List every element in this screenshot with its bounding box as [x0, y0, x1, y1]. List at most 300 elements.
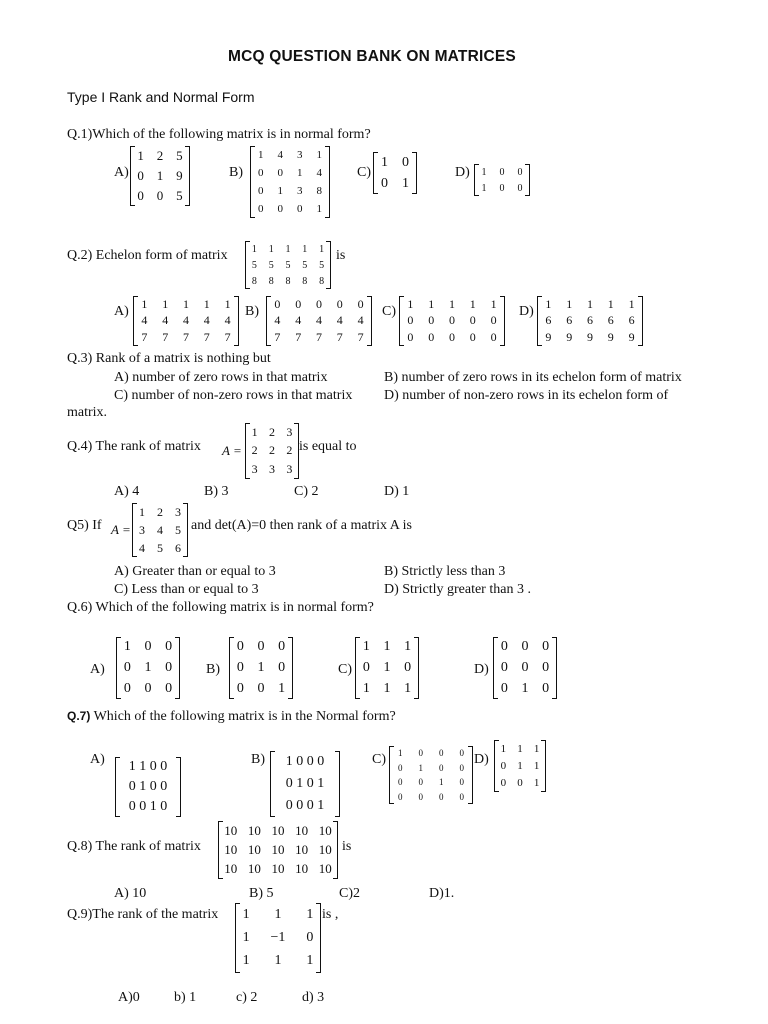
matrix-cell: 8 — [285, 275, 291, 287]
q8-option-d: D)1. — [429, 886, 455, 901]
matrix-row — [117, 658, 179, 679]
matrix-cell: 0 — [137, 188, 144, 203]
matrix-cell: 0 — [521, 639, 529, 655]
question-5-text: Q5) If — [67, 518, 102, 533]
matrix-cell: 0 — [277, 203, 283, 215]
matrix-cell: 1 — [297, 167, 303, 179]
matrix-cell: 0 — [398, 762, 403, 773]
matrix-cell: 0 — [439, 748, 444, 759]
matrix-cell: 0 — [398, 777, 403, 788]
q6-option-c-label: C) — [338, 662, 352, 677]
matrix-row — [538, 296, 642, 313]
matrix-cell: 5 — [268, 259, 274, 271]
matrix-row — [246, 273, 330, 289]
matrix-cell: 1 — [517, 759, 523, 772]
matrix-cell: 1 — [242, 953, 250, 969]
matrix-cell: 4 — [336, 313, 343, 328]
matrix-cell: 5 — [175, 522, 181, 537]
matrix-cell: 0 — [258, 203, 264, 215]
q5-option-d: D) Strictly greater than 3 . — [384, 582, 531, 597]
matrix-row — [494, 637, 556, 658]
q9-option-a: A)0 — [118, 990, 140, 1005]
matrix-row — [538, 313, 642, 330]
matrix-cell: 0 — [459, 777, 464, 788]
q7-option-a-matrix — [115, 757, 181, 817]
q4-option-d: D) 1 — [384, 484, 410, 499]
q6-option-a-label: A) — [90, 662, 105, 677]
matrix-cell: 0 — [500, 759, 507, 772]
matrix-cell: 1 — [258, 149, 264, 161]
q2-option-d-label: D) — [519, 304, 534, 319]
matrix-cell: 1 — [242, 929, 250, 945]
matrix-cell: 0 — [137, 168, 144, 183]
q7-option-a-label: A) — [90, 752, 105, 767]
q9-option-b: b) 1 — [174, 990, 197, 1005]
matrix-row — [271, 773, 339, 795]
matrix-row — [267, 313, 371, 330]
matrix-row — [219, 821, 337, 840]
matrix-row — [133, 503, 187, 521]
matrix-cell: −1 — [270, 929, 286, 945]
matrix-cell: 7 — [162, 330, 169, 345]
matrix-grid — [400, 296, 504, 346]
matrix-cell: 1 — [448, 296, 455, 311]
matrix-cell: 4 — [357, 313, 364, 328]
matrix-grid — [494, 637, 556, 699]
matrix-cell: 4 — [139, 540, 145, 555]
matrix-row — [133, 539, 187, 557]
matrix-cell: 0 — [357, 296, 364, 311]
q4-is-equal-to: is equal to — [299, 439, 357, 454]
question-4-text: Q.4) The rank of matrix — [67, 439, 201, 454]
matrix-cell: 1 — [316, 203, 322, 215]
matrix-cell: 1 — [500, 742, 507, 755]
q3-option-d: D) number of non-zero rows in its echelon form of — [384, 388, 669, 403]
matrix-cell: 6 — [607, 313, 614, 328]
matrix-grid — [246, 423, 298, 479]
matrix-cell: 3 — [297, 185, 303, 197]
matrix-row — [251, 200, 329, 218]
matrix-row-text: 1 0 0 0 — [285, 754, 325, 769]
matrix-cell: 1 — [517, 742, 523, 755]
matrix-cell: 1 — [316, 149, 322, 161]
matrix-cell: 4 — [203, 313, 210, 328]
matrix-cell: 1 — [139, 504, 145, 519]
q6-option-b-matrix — [229, 637, 293, 699]
matrix-row — [390, 790, 472, 805]
matrix-row-text: 0 1 0 0 — [128, 779, 168, 794]
matrix-cell: 2 — [251, 443, 258, 458]
matrix-cell: 0 — [123, 659, 131, 675]
matrix-cell: 0 — [236, 659, 244, 675]
q5-matrix — [132, 503, 188, 557]
matrix-cell: 9 — [545, 330, 552, 345]
q1-option-d-matrix — [474, 164, 530, 196]
q2-is: is — [336, 248, 346, 263]
matrix-cell: 0 — [428, 330, 435, 345]
matrix-cell: 0 — [418, 777, 423, 788]
q2-option-c-matrix — [399, 296, 505, 346]
matrix-cell: 1 — [362, 639, 370, 655]
q5-matrix-name: A = — [111, 522, 131, 537]
matrix-cell: 1 — [137, 148, 144, 163]
q6-option-a-matrix — [116, 637, 180, 699]
matrix-cell: 1 — [306, 953, 314, 969]
q4-matrix-name: A = — [222, 443, 242, 458]
matrix-cell: 0 — [381, 175, 388, 191]
matrix-row — [251, 182, 329, 200]
matrix-grid — [133, 503, 187, 557]
matrix-cell: 1 — [481, 182, 487, 194]
matrix-cell: 1 — [242, 906, 250, 922]
matrix-cell: 10 — [318, 861, 332, 877]
matrix-cell: 6 — [566, 313, 573, 328]
matrix-row — [475, 180, 529, 196]
matrix-cell: 5 — [251, 259, 257, 271]
matrix-cell: 7 — [274, 330, 281, 345]
question-1-text: Q.1)Which of the following matrix is in normal form? — [67, 127, 371, 142]
q1-option-c-matrix — [373, 152, 417, 194]
matrix-cell: 0 — [500, 659, 508, 675]
matrix-row — [131, 186, 189, 206]
matrix-grid — [236, 903, 320, 973]
matrix-cell: 1 — [144, 659, 152, 675]
matrix-cell: 0 — [459, 791, 464, 802]
matrix-grid — [230, 637, 292, 699]
matrix-cell: 10 — [271, 861, 285, 877]
matrix-row — [236, 926, 320, 949]
matrix-cell: 1 — [306, 906, 314, 922]
matrix-cell: 4 — [162, 313, 169, 328]
matrix-row — [251, 146, 329, 164]
matrix-cell: 0 — [500, 639, 508, 655]
matrix-cell: 1 — [203, 296, 210, 311]
q8-matrix — [218, 821, 338, 879]
matrix-cell: 0 — [439, 791, 444, 802]
matrix-cell: 0 — [165, 659, 173, 675]
matrix-cell: 8 — [319, 275, 325, 287]
matrix-cell: 0 — [459, 748, 464, 759]
q1-option-b-label: B) — [229, 165, 243, 180]
matrix-cell: 1 — [402, 175, 409, 191]
matrix-cell: 0 — [144, 639, 152, 655]
matrix-cell: 0 — [517, 166, 523, 178]
matrix-cell: 1 — [533, 759, 540, 772]
matrix-cell: 8 — [268, 275, 274, 287]
matrix-cell: 2 — [268, 424, 275, 439]
matrix-cell: 1 — [257, 659, 265, 675]
matrix-cell: 0 — [258, 167, 264, 179]
q3-option-d-continued: matrix. — [67, 405, 108, 420]
matrix-row — [271, 795, 339, 817]
matrix-row-text: 0 0 1 0 — [128, 799, 168, 814]
matrix-cell: 10 — [224, 841, 238, 857]
matrix-cell: 1 — [302, 243, 308, 255]
q5-option-b: B) Strictly less than 3 — [384, 564, 506, 579]
q1-option-c-label: C) — [357, 165, 371, 180]
matrix-cell: 7 — [357, 330, 364, 345]
matrix-cell: 4 — [141, 313, 148, 328]
matrix-cell: 7 — [203, 330, 210, 345]
question-6-text: Q.6) Which of the following matrix is in normal form? — [67, 600, 374, 615]
matrix-cell: 1 — [521, 680, 529, 696]
matrix-cell: 1 — [278, 680, 286, 696]
matrix-cell: 0 — [499, 166, 505, 178]
matrix-cell: 6 — [586, 313, 593, 328]
matrix-grid — [271, 751, 339, 817]
matrix-cell: 1 — [439, 777, 444, 788]
matrix-grid — [390, 746, 472, 804]
matrix-row — [356, 678, 418, 699]
matrix-row-text: 0 1 0 1 — [285, 776, 325, 791]
matrix-cell: 0 — [500, 680, 508, 696]
matrix-cell: 1 — [383, 659, 391, 675]
matrix-cell: 1 — [533, 742, 540, 755]
matrix-cell: 4 — [182, 313, 189, 328]
matrix-row — [131, 146, 189, 166]
matrix-cell: 1 — [404, 639, 412, 655]
q2-option-c-label: C) — [382, 304, 396, 319]
matrix-cell: 3 — [139, 522, 145, 537]
matrix-cell: 0 — [407, 330, 414, 345]
q1-option-a-matrix — [130, 146, 190, 206]
matrix-cell: 10 — [224, 822, 238, 838]
matrix-cell: 7 — [224, 330, 231, 345]
q1-option-b-matrix — [250, 146, 330, 218]
matrix-cell: 1 — [274, 906, 282, 922]
matrix-cell: 9 — [628, 330, 635, 345]
matrix-row — [131, 166, 189, 186]
matrix-cell: 5 — [285, 259, 291, 271]
q6-option-d-matrix — [493, 637, 557, 699]
matrix-row — [390, 775, 472, 790]
matrix-row — [356, 637, 418, 658]
matrix-row — [230, 678, 292, 699]
question-7-text: Which of the following matrix is in the Normal form? — [93, 709, 396, 724]
matrix-cell: 10 — [247, 822, 261, 838]
matrix-row — [236, 950, 320, 973]
matrix-cell: 1 — [383, 639, 391, 655]
matrix-cell: 4 — [315, 313, 322, 328]
matrix-cell: 1 — [224, 296, 231, 311]
q9-option-c: c) 2 — [236, 990, 258, 1005]
matrix-row — [374, 173, 416, 194]
matrix-cell: 0 — [402, 154, 409, 170]
matrix-grid — [251, 146, 329, 218]
matrix-cell: 7 — [315, 330, 322, 345]
matrix-row — [267, 296, 371, 313]
matrix-cell: 1 — [469, 296, 476, 311]
q2-option-a-matrix — [133, 296, 239, 346]
matrix-cell: 2 — [268, 443, 275, 458]
matrix-cell: 0 — [499, 182, 505, 194]
matrix-row — [538, 329, 642, 346]
matrix-cell: 0 — [258, 185, 264, 197]
matrix-row — [374, 152, 416, 173]
matrix-cell: 0 — [236, 680, 244, 696]
matrix-cell: 0 — [469, 313, 476, 328]
matrix-cell: 0 — [236, 639, 244, 655]
page-title: MCQ QUESTION BANK ON MATRICES — [228, 48, 516, 65]
matrix-cell: 1 — [628, 296, 635, 311]
matrix-cell: 10 — [247, 861, 261, 877]
matrix-row — [116, 757, 180, 777]
q7-option-b-matrix — [270, 751, 340, 817]
matrix-row — [236, 903, 320, 926]
matrix-row — [246, 423, 298, 442]
matrix-cell: 6 — [545, 313, 552, 328]
matrix-cell: 0 — [500, 777, 507, 790]
matrix-cell: 0 — [165, 639, 173, 655]
matrix-cell: 0 — [404, 659, 412, 675]
matrix-cell: 5 — [157, 540, 163, 555]
matrix-cell: 7 — [336, 330, 343, 345]
matrix-cell: 3 — [297, 149, 303, 161]
matrix-row — [134, 296, 238, 313]
q4-option-b: B) 3 — [204, 484, 229, 499]
matrix-cell: 1 — [156, 168, 164, 183]
matrix-cell: 7 — [182, 330, 189, 345]
q7-option-c-matrix — [389, 746, 473, 804]
matrix-cell: 0 — [257, 639, 265, 655]
matrix-row — [400, 313, 504, 330]
q2-option-a-label: A) — [114, 304, 129, 319]
matrix-cell: 0 — [278, 639, 286, 655]
matrix-row — [251, 164, 329, 182]
q5-option-c: C) Less than or equal to 3 — [114, 582, 259, 597]
matrix-row — [230, 637, 292, 658]
q2-option-d-matrix — [537, 296, 643, 346]
q6-option-b-label: B) — [206, 662, 220, 677]
matrix-cell: 1 — [277, 185, 283, 197]
matrix-row-text: 1 1 0 0 — [128, 759, 168, 774]
matrix-cell: 4 — [295, 313, 302, 328]
matrix-cell: 1 — [285, 243, 291, 255]
section-subtitle: Type I Rank and Normal Form — [67, 89, 255, 105]
matrix-cell: 0 — [144, 680, 152, 696]
matrix-cell: 2 — [157, 504, 163, 519]
matrix-cell: 0 — [277, 167, 283, 179]
matrix-cell: 0 — [490, 330, 497, 345]
matrix-row — [400, 329, 504, 346]
matrix-cell: 0 — [165, 680, 173, 696]
matrix-cell: 1 — [274, 953, 282, 969]
matrix-cell: 1 — [481, 166, 487, 178]
matrix-row — [390, 746, 472, 761]
matrix-cell: 1 — [407, 296, 414, 311]
matrix-cell: 10 — [247, 841, 261, 857]
matrix-cell: 0 — [448, 330, 455, 345]
matrix-cell: 0 — [448, 313, 455, 328]
matrix-cell: 3 — [175, 504, 181, 519]
matrix-cell: 6 — [628, 313, 635, 328]
q8-option-b: B) 5 — [249, 886, 274, 901]
q8-option-c: C)2 — [339, 886, 360, 901]
matrix-row — [246, 257, 330, 273]
matrix-cell: 2 — [156, 148, 164, 163]
matrix-grid — [116, 757, 180, 817]
matrix-cell: 0 — [123, 680, 131, 696]
matrix-grid — [134, 296, 238, 346]
q7-option-d-matrix — [494, 740, 546, 792]
matrix-cell: 4 — [274, 313, 281, 328]
matrix-cell: 1 — [162, 296, 169, 311]
matrix-cell: 0 — [274, 296, 281, 311]
question-9-text: Q.9)The rank of the matrix — [67, 907, 219, 922]
matrix-cell: 1 — [383, 680, 391, 696]
matrix-cell: 9 — [176, 168, 183, 183]
matrix-row — [271, 751, 339, 773]
matrix-cell: 1 — [123, 639, 131, 655]
matrix-cell: 1 — [490, 296, 497, 311]
matrix-cell: 5 — [176, 188, 183, 203]
matrix-row — [134, 329, 238, 346]
matrix-cell: 0 — [257, 680, 265, 696]
matrix-cell: 0 — [490, 313, 497, 328]
matrix-row — [133, 521, 187, 539]
q3-option-a: A) number of zero rows in that matrix — [114, 370, 328, 385]
matrix-grid — [374, 152, 416, 194]
matrix-cell: 6 — [175, 540, 181, 555]
q8-is: is — [342, 839, 352, 854]
matrix-cell: 10 — [224, 861, 238, 877]
q3-option-b: B) number of zero rows in its echelon form of matrix — [384, 370, 682, 385]
matrix-cell: 1 — [141, 296, 148, 311]
q3-option-c: C) number of non-zero rows in that matrix — [114, 388, 353, 403]
matrix-row — [219, 840, 337, 859]
matrix-row — [267, 329, 371, 346]
q9-is: is , — [322, 907, 339, 922]
question-8-text: Q.8) The rank of matrix — [67, 839, 201, 854]
matrix-grid — [267, 296, 371, 346]
matrix-row — [495, 775, 545, 792]
q4-option-a: A) 4 — [114, 484, 140, 499]
matrix-row — [116, 777, 180, 797]
matrix-cell: 1 — [607, 296, 614, 311]
q1-option-d-label: D) — [455, 165, 470, 180]
matrix-cell: 9 — [607, 330, 614, 345]
matrix-row — [116, 797, 180, 817]
matrix-cell: 10 — [295, 822, 309, 838]
matrix-cell: 9 — [566, 330, 573, 345]
matrix-grid — [356, 637, 418, 699]
matrix-cell: 0 — [521, 659, 529, 675]
matrix-row — [117, 637, 179, 658]
matrix-cell: 1 — [251, 243, 257, 255]
q4-option-c: C) 2 — [294, 484, 319, 499]
matrix-cell: 8 — [316, 185, 322, 197]
matrix-grid — [246, 241, 330, 289]
matrix-cell: 0 — [306, 929, 314, 945]
matrix-cell: 0 — [517, 182, 523, 194]
matrix-row — [495, 740, 545, 757]
question-7-number: Q.7) — [67, 709, 91, 723]
matrix-row — [495, 757, 545, 774]
matrix-cell: 1 — [398, 748, 403, 759]
matrix-cell: 0 — [295, 296, 302, 311]
matrix-cell: 0 — [459, 762, 464, 773]
matrix-cell: 5 — [319, 259, 325, 271]
matrix-cell: 4 — [157, 522, 163, 537]
matrix-cell: 8 — [302, 275, 308, 287]
matrix-grid — [117, 637, 179, 699]
matrix-cell: 1 — [362, 680, 370, 696]
matrix-cell: 0 — [469, 330, 476, 345]
matrix-cell: 10 — [271, 822, 285, 838]
matrix-cell: 0 — [297, 203, 303, 215]
matrix-cell: 0 — [542, 639, 550, 655]
matrix-row — [400, 296, 504, 313]
